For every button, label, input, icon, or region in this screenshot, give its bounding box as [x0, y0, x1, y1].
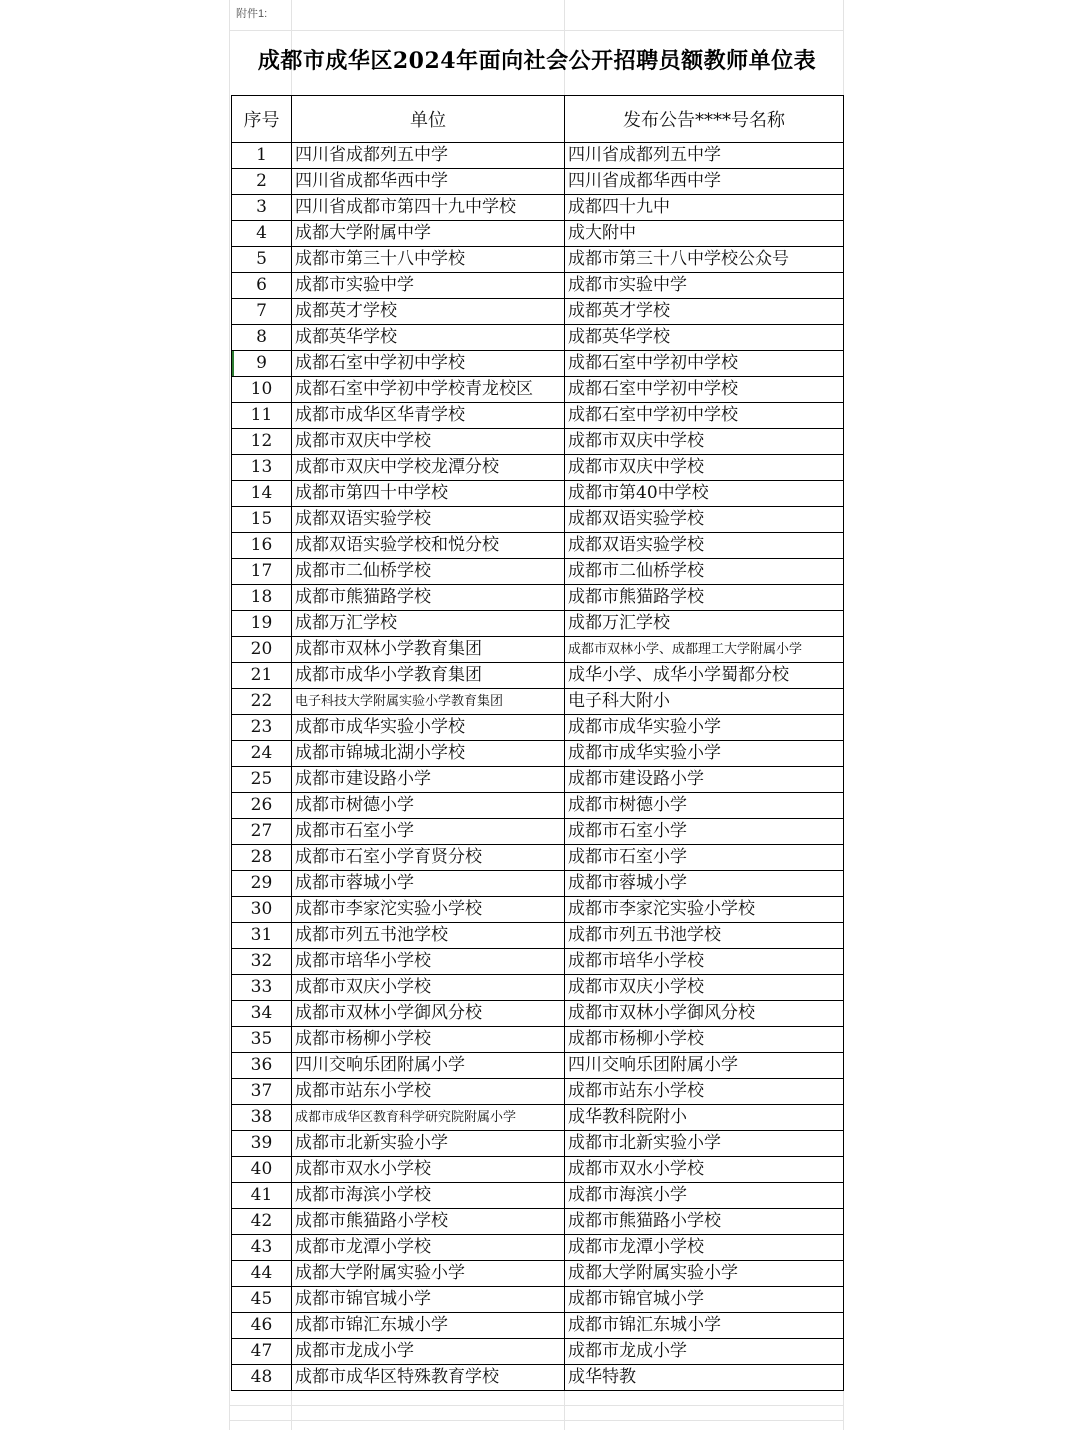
- row-index-cell[interactable]: 44: [232, 1261, 292, 1287]
- row-unit-cell[interactable]: 成都市石室小学育贤分校: [292, 845, 565, 871]
- row-unit-cell[interactable]: 成都市石室小学: [292, 819, 565, 845]
- row-index-cell[interactable]: 1: [232, 143, 292, 169]
- row-index-cell[interactable]: 24: [232, 741, 292, 767]
- row-index-cell[interactable]: 40: [232, 1157, 292, 1183]
- row-index-cell[interactable]: 18: [232, 585, 292, 611]
- row-publisher-cell[interactable]: 成都市北新实验小学: [565, 1131, 844, 1157]
- row-index-cell[interactable]: 16: [232, 533, 292, 559]
- row-unit-cell[interactable]: 成都市北新实验小学: [292, 1131, 565, 1157]
- table-row: [232, 325, 844, 351]
- row-unit-cell[interactable]: 电子科技大学附属实验小学教育集团: [292, 689, 565, 715]
- header-unit[interactable]: 单位: [292, 96, 565, 143]
- row-publisher-cell[interactable]: 成都市双庆中学校: [565, 455, 844, 481]
- row-publisher-cell[interactable]: 成都市石室小学: [565, 819, 844, 845]
- row-publisher-cell[interactable]: 成都市树德小学: [565, 793, 844, 819]
- table-row: [232, 455, 844, 481]
- table-row: [232, 221, 844, 247]
- table-row: [232, 195, 844, 221]
- row-publisher-cell[interactable]: 成都市双林小学御风分校: [565, 1001, 844, 1027]
- row-publisher-cell[interactable]: 成都石室中学初中学校: [565, 403, 844, 429]
- row-publisher-cell[interactable]: 成都市培华小学校: [565, 949, 844, 975]
- table-row: [232, 1079, 844, 1105]
- row-publisher-cell[interactable]: 成都英才学校: [565, 299, 844, 325]
- row-index-cell[interactable]: 10: [232, 377, 292, 403]
- table-row: [232, 611, 844, 637]
- row-unit-cell[interactable]: 成都市龙成小学: [292, 1339, 565, 1365]
- table-row: [232, 585, 844, 611]
- row-publisher-cell[interactable]: 成都市第40中学校: [565, 481, 844, 507]
- row-publisher-cell[interactable]: 成都市双水小学校: [565, 1157, 844, 1183]
- table-row: [232, 143, 844, 169]
- row-unit-cell[interactable]: 成都市列五书池学校: [292, 923, 565, 949]
- row-index-cell[interactable]: 6: [232, 273, 292, 299]
- sheet-gridline: [230, 1405, 844, 1406]
- table-row: [232, 793, 844, 819]
- row-index-cell[interactable]: 26: [232, 793, 292, 819]
- table-row: [232, 1339, 844, 1365]
- row-publisher-cell[interactable]: 电子科大附小: [565, 689, 844, 715]
- table-row: [232, 1105, 844, 1131]
- row-unit-cell[interactable]: 成都市双庆中学校龙潭分校: [292, 455, 565, 481]
- row-index-cell[interactable]: 12: [232, 429, 292, 455]
- row-unit-cell[interactable]: 成都大学附属实验小学: [292, 1261, 565, 1287]
- row-unit-cell[interactable]: 成都市熊猫路小学校: [292, 1209, 565, 1235]
- table-row: [232, 507, 844, 533]
- row-publisher-cell[interactable]: 成都市熊猫路小学校: [565, 1209, 844, 1235]
- row-index-cell[interactable]: 29: [232, 871, 292, 897]
- row-publisher-cell[interactable]: 成都英华学校: [565, 325, 844, 351]
- row-unit-cell[interactable]: 成都市实验中学: [292, 273, 565, 299]
- row-publisher-cell[interactable]: 四川省成都华西中学: [565, 169, 844, 195]
- table-body: [232, 143, 844, 1391]
- row-unit-cell[interactable]: 成都市成华区华青学校: [292, 403, 565, 429]
- row-index-cell[interactable]: 42: [232, 1209, 292, 1235]
- row-publisher-cell[interactable]: 成都双语实验学校: [565, 507, 844, 533]
- row-index-cell[interactable]: 7: [232, 299, 292, 325]
- table-row: [232, 715, 844, 741]
- row-publisher-cell[interactable]: 成都市列五书池学校: [565, 923, 844, 949]
- row-index-cell[interactable]: 30: [232, 897, 292, 923]
- table-row: [232, 819, 844, 845]
- row-index-cell[interactable]: 19: [232, 611, 292, 637]
- row-unit-cell[interactable]: 成都市二仙桥学校: [292, 559, 565, 585]
- header-publisher[interactable]: 发布公告****号名称: [565, 96, 844, 143]
- row-publisher-cell[interactable]: 成都双语实验学校: [565, 533, 844, 559]
- row-unit-cell[interactable]: 成都市成华区特殊教育学校: [292, 1365, 565, 1391]
- table-row: [232, 975, 844, 1001]
- row-unit-cell[interactable]: 四川省成都市第四十九中学校: [292, 195, 565, 221]
- row-index-cell[interactable]: 25: [232, 767, 292, 793]
- row-unit-cell[interactable]: 四川省成都列五中学: [292, 143, 565, 169]
- row-publisher-cell[interactable]: 成都市双庆中学校: [565, 429, 844, 455]
- table-row: [232, 1209, 844, 1235]
- attachment-label: 附件1:: [236, 8, 268, 20]
- row-unit-cell[interactable]: 成都市李家沱实验小学校: [292, 897, 565, 923]
- row-publisher-cell[interactable]: 成都市蓉城小学: [565, 871, 844, 897]
- row-unit-cell[interactable]: 成都市站东小学校: [292, 1079, 565, 1105]
- table-row: [232, 845, 844, 871]
- row-unit-cell[interactable]: 成都市双水小学校: [292, 1157, 565, 1183]
- table-row: [232, 1261, 844, 1287]
- row-index-cell[interactable]: 15: [232, 507, 292, 533]
- row-index-cell[interactable]: 33: [232, 975, 292, 1001]
- row-publisher-cell[interactable]: 成都市建设路小学: [565, 767, 844, 793]
- row-index-cell[interactable]: 21: [232, 663, 292, 689]
- table-row: [232, 1157, 844, 1183]
- table-row: [232, 273, 844, 299]
- row-publisher-cell[interactable]: 成都市李家沱实验小学校: [565, 897, 844, 923]
- table-row: [232, 559, 844, 585]
- table-row: [232, 1183, 844, 1209]
- row-unit-cell[interactable]: 成都市第四十中学校: [292, 481, 565, 507]
- row-unit-cell[interactable]: 成都英华学校: [292, 325, 565, 351]
- row-index-cell[interactable]: 45: [232, 1287, 292, 1313]
- table-row: [232, 949, 844, 975]
- row-publisher-cell[interactable]: 成都市二仙桥学校: [565, 559, 844, 585]
- table-row: [232, 1287, 844, 1313]
- sheet-gridline: [230, 1420, 844, 1421]
- table-row: [232, 923, 844, 949]
- row-unit-cell[interactable]: 成都市双林小学御风分校: [292, 1001, 565, 1027]
- row-unit-cell[interactable]: 成都石室中学初中学校青龙校区: [292, 377, 565, 403]
- table-row: [232, 403, 844, 429]
- table-row: [232, 351, 844, 377]
- row-index-cell[interactable]: 46: [232, 1313, 292, 1339]
- table-row: [232, 299, 844, 325]
- document-title: 成都市成华区2024年面向社会公开招聘员额教师单位表: [257, 48, 817, 74]
- row-index-cell[interactable]: 39: [232, 1131, 292, 1157]
- row-unit-cell[interactable]: 成都英才学校: [292, 299, 565, 325]
- row-publisher-cell[interactable]: 成都市第三十八中学校公众号: [565, 247, 844, 273]
- table-row: [232, 1053, 844, 1079]
- row-index-cell[interactable]: 35: [232, 1027, 292, 1053]
- row-publisher-cell[interactable]: 成都市双庆小学校: [565, 975, 844, 1001]
- row-index-cell[interactable]: 34: [232, 1001, 292, 1027]
- row-publisher-cell[interactable]: 成都万汇学校: [565, 611, 844, 637]
- row-unit-cell[interactable]: 成都市成华实验小学校: [292, 715, 565, 741]
- table-row: [232, 169, 844, 195]
- row-unit-cell[interactable]: 四川省成都华西中学: [292, 169, 565, 195]
- row-unit-cell[interactable]: 成都市树德小学: [292, 793, 565, 819]
- row-index-cell[interactable]: 38: [232, 1105, 292, 1131]
- table-row: [232, 1365, 844, 1391]
- row-unit-cell[interactable]: 成都大学附属中学: [292, 221, 565, 247]
- table-row: [232, 663, 844, 689]
- row-publisher-cell[interactable]: 成都市龙成小学: [565, 1339, 844, 1365]
- row-unit-cell[interactable]: 成都市熊猫路学校: [292, 585, 565, 611]
- row-publisher-cell[interactable]: 成都市海滨小学: [565, 1183, 844, 1209]
- row-unit-cell[interactable]: 成都市双庆中学校: [292, 429, 565, 455]
- row-unit-cell[interactable]: 成都市建设路小学: [292, 767, 565, 793]
- row-publisher-cell[interactable]: 成华小学、成华小学蜀都分校: [565, 663, 844, 689]
- table-row: [232, 1235, 844, 1261]
- row-index-cell[interactable]: 5: [232, 247, 292, 273]
- sheet-gridline: [230, 30, 844, 31]
- table-row: [232, 481, 844, 507]
- row-index-cell[interactable]: 3: [232, 195, 292, 221]
- row-index-cell[interactable]: 13: [232, 455, 292, 481]
- row-unit-cell[interactable]: 成都市蓉城小学: [292, 871, 565, 897]
- table-header-row: [232, 96, 844, 143]
- row-publisher-cell[interactable]: 成都市站东小学校: [565, 1079, 844, 1105]
- row-unit-cell[interactable]: 成都双语实验学校: [292, 507, 565, 533]
- row-unit-cell[interactable]: 成都市锦汇东城小学: [292, 1313, 565, 1339]
- row-unit-cell[interactable]: 成都双语实验学校和悦分校: [292, 533, 565, 559]
- table-row: [232, 1131, 844, 1157]
- table-row: [232, 247, 844, 273]
- row-publisher-cell[interactable]: 成都市双林小学、成都理工大学附属小学: [565, 637, 844, 663]
- unit-table: [231, 95, 844, 1391]
- row-publisher-cell[interactable]: 成都市锦汇东城小学: [565, 1313, 844, 1339]
- row-publisher-cell[interactable]: 成华特教: [565, 1365, 844, 1391]
- row-unit-cell[interactable]: 成都市锦官城小学: [292, 1287, 565, 1313]
- row-index-cell[interactable]: 36: [232, 1053, 292, 1079]
- row-index-cell[interactable]: 48: [232, 1365, 292, 1391]
- row-unit-cell[interactable]: 成都市龙潭小学校: [292, 1235, 565, 1261]
- sheet-gridline: [229, 0, 230, 1430]
- row-index-cell[interactable]: 28: [232, 845, 292, 871]
- row-unit-cell[interactable]: 成都市锦城北湖小学校: [292, 741, 565, 767]
- row-index-cell[interactable]: 43: [232, 1235, 292, 1261]
- row-unit-cell[interactable]: 成都市双林小学教育集团: [292, 637, 565, 663]
- table-row: [232, 871, 844, 897]
- row-index-cell[interactable]: 22: [232, 689, 292, 715]
- row-index-cell[interactable]: 41: [232, 1183, 292, 1209]
- table-row: [232, 689, 844, 715]
- row-index-cell[interactable]: 11: [232, 403, 292, 429]
- row-index-cell[interactable]: 4: [232, 221, 292, 247]
- row-index-cell[interactable]: 32: [232, 949, 292, 975]
- row-unit-cell[interactable]: 成都市第三十八中学校: [292, 247, 565, 273]
- row-unit-cell[interactable]: 成都石室中学初中学校: [292, 351, 565, 377]
- row-publisher-cell[interactable]: 四川省成都列五中学: [565, 143, 844, 169]
- table-row: [232, 1001, 844, 1027]
- row-publisher-cell[interactable]: 成都市实验中学: [565, 273, 844, 299]
- row-index-cell[interactable]: 9: [232, 351, 292, 377]
- table-row: [232, 377, 844, 403]
- row-index-cell[interactable]: 37: [232, 1079, 292, 1105]
- row-unit-cell[interactable]: 四川交响乐团附属小学: [292, 1053, 565, 1079]
- row-publisher-cell[interactable]: 成都石室中学初中学校: [565, 351, 844, 377]
- row-publisher-cell[interactable]: 成都市杨柳小学校: [565, 1027, 844, 1053]
- row-index-cell[interactable]: 31: [232, 923, 292, 949]
- row-index-cell[interactable]: 23: [232, 715, 292, 741]
- table-row: [232, 741, 844, 767]
- row-publisher-cell[interactable]: 成都市石室小学: [565, 845, 844, 871]
- row-index-cell[interactable]: 2: [232, 169, 292, 195]
- table-row: [232, 767, 844, 793]
- row-publisher-cell[interactable]: 成都四十九中: [565, 195, 844, 221]
- table-row: [232, 533, 844, 559]
- row-unit-cell[interactable]: 成都市双庆小学校: [292, 975, 565, 1001]
- table-row: [232, 897, 844, 923]
- row-publisher-cell[interactable]: 成大附中: [565, 221, 844, 247]
- table-row: [232, 1313, 844, 1339]
- header-index[interactable]: 序号: [232, 96, 292, 143]
- row-index-cell[interactable]: 27: [232, 819, 292, 845]
- row-publisher-cell[interactable]: 成华教科院附小: [565, 1105, 844, 1131]
- row-publisher-cell[interactable]: 四川交响乐团附属小学: [565, 1053, 844, 1079]
- row-unit-cell[interactable]: 成都市成华小学教育集团: [292, 663, 565, 689]
- row-unit-cell[interactable]: 成都市培华小学校: [292, 949, 565, 975]
- table-row: [232, 637, 844, 663]
- row-unit-cell[interactable]: 成都市海滨小学校: [292, 1183, 565, 1209]
- row-index-cell[interactable]: 17: [232, 559, 292, 585]
- row-publisher-cell[interactable]: 成都市成华实验小学: [565, 715, 844, 741]
- row-publisher-cell[interactable]: 成都市锦官城小学: [565, 1287, 844, 1313]
- row-unit-cell[interactable]: 成都市成华区教育科学研究院附属小学: [292, 1105, 565, 1131]
- row-publisher-cell[interactable]: 成都市熊猫路学校: [565, 585, 844, 611]
- row-index-cell[interactable]: 47: [232, 1339, 292, 1365]
- row-unit-cell[interactable]: 成都万汇学校: [292, 611, 565, 637]
- row-index-cell[interactable]: 20: [232, 637, 292, 663]
- row-publisher-cell[interactable]: 成都市龙潭小学校: [565, 1235, 844, 1261]
- row-index-cell[interactable]: 8: [232, 325, 292, 351]
- row-unit-cell[interactable]: 成都市杨柳小学校: [292, 1027, 565, 1053]
- row-publisher-cell[interactable]: 成都市成华实验小学: [565, 741, 844, 767]
- table-row: [232, 429, 844, 455]
- row-publisher-cell[interactable]: 成都大学附属实验小学: [565, 1261, 844, 1287]
- table-row: [232, 1027, 844, 1053]
- row-publisher-cell[interactable]: 成都石室中学初中学校: [565, 377, 844, 403]
- row-index-cell[interactable]: 14: [232, 481, 292, 507]
